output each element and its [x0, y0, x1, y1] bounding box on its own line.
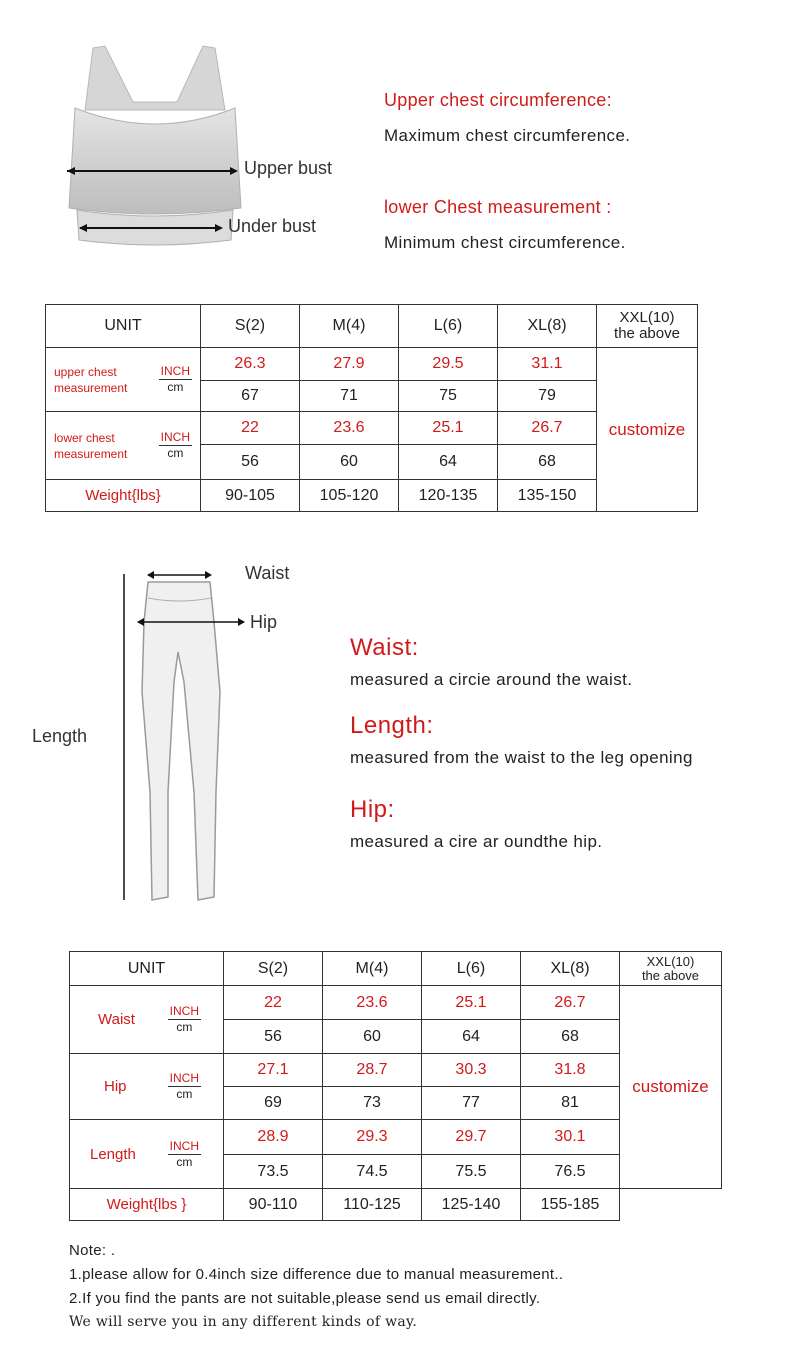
weight-s: 90-110 — [224, 1189, 323, 1221]
waist-inch-m: 23.6 — [323, 986, 422, 1020]
inch-unit: INCH — [160, 364, 190, 378]
waist-row-label — [70, 986, 224, 1054]
xxl-line2: the above — [641, 967, 700, 983]
customize-cell: customize — [597, 348, 698, 512]
inch-unit: INCH — [160, 430, 190, 444]
hip-inch-m: 28.7 — [323, 1054, 422, 1087]
hip-desc: measured a cire ar oundthe hip. — [350, 832, 603, 851]
weight-l: 125-140 — [422, 1189, 521, 1221]
upper-cm-m: 71 — [300, 381, 399, 412]
xxl-line1: XXL(10) — [619, 309, 675, 326]
inch-unit: INCH — [169, 1138, 199, 1153]
bra-size-table — [45, 304, 698, 512]
upper-inch-s: 26.3 — [201, 348, 300, 381]
length-cm-xl: 76.5 — [521, 1155, 620, 1189]
upper-cm-xl: 79 — [498, 381, 597, 412]
lower-chest-title: lower Chest measurement : — [384, 197, 612, 217]
length-cm-l: 75.5 — [422, 1155, 521, 1189]
length-row-label — [70, 1120, 224, 1189]
weight-xl: 155-185 — [521, 1189, 620, 1221]
lower-inch-m: 23.6 — [300, 412, 399, 445]
length-desc: measured from the waist to the leg opening — [350, 748, 693, 767]
lower-inch-xl: 26.7 — [498, 412, 597, 445]
length-inch-s: 28.9 — [224, 1120, 323, 1155]
upper-cm-l: 75 — [399, 381, 498, 412]
hip-cm-m: 73 — [323, 1087, 422, 1120]
lower-cm-l: 64 — [399, 445, 498, 480]
note-line-2: 2.If you find the pants are not suitable,please send us email directly. — [69, 1290, 541, 1307]
note-title: Note: . — [69, 1242, 116, 1259]
length-label: Length — [32, 726, 88, 746]
header-xxl — [620, 952, 722, 986]
length-inch-l: 29.7 — [422, 1120, 521, 1155]
waist-inch-l: 25.1 — [422, 986, 521, 1020]
waist-label: Waist — [245, 563, 290, 583]
inch-unit: INCH — [169, 1004, 199, 1018]
weight-m: 110-125 — [323, 1189, 422, 1221]
upper-inch-m: 27.9 — [300, 348, 399, 381]
waist-cm-xl: 68 — [521, 1020, 620, 1054]
header-m: M(4) — [300, 305, 399, 348]
hip-cm-l: 77 — [422, 1087, 521, 1120]
waist-cm-m: 60 — [323, 1020, 422, 1054]
upper-chest-title: Upper chest circumference: — [384, 90, 612, 110]
leggings-illustration — [118, 562, 248, 907]
xxl-line2: the above — [614, 325, 680, 342]
header-l: L(6) — [399, 305, 498, 348]
cm-unit: cm — [167, 446, 184, 460]
upper-label-line2: measurement — [54, 380, 128, 395]
lower-inch-s: 22 — [201, 412, 300, 445]
hip-row-text: Hip — [104, 1078, 127, 1095]
length-title: Length: — [350, 712, 434, 739]
cm-unit: cm — [167, 380, 184, 394]
inch-unit: INCH — [169, 1071, 199, 1085]
hip-row-label — [70, 1054, 224, 1120]
upper-chest-row-label — [46, 348, 201, 412]
lower-label-line2: measurement — [54, 446, 128, 461]
header-xxl — [597, 305, 698, 348]
pants-size-table — [69, 951, 722, 1221]
weight-s: 90-105 — [201, 480, 300, 512]
upper-chest-desc: Maximum chest circumference. — [384, 126, 631, 145]
cm-unit: cm — [176, 1087, 193, 1101]
upper-inch-l: 29.5 — [399, 348, 498, 381]
under-bust-label: Under bust — [228, 216, 317, 236]
length-inch-xl: 30.1 — [521, 1120, 620, 1155]
length-cm-m: 74.5 — [323, 1155, 422, 1189]
weight-xl: 135-150 — [498, 480, 597, 512]
note-line-3: We will serve you in any different kinds of way. — [69, 1314, 418, 1330]
waist-inch-xl: 26.7 — [521, 986, 620, 1020]
header-xl: XL(8) — [521, 952, 620, 986]
hip-inch-xl: 31.8 — [521, 1054, 620, 1087]
weight-l: 120-135 — [399, 480, 498, 512]
cm-unit: cm — [176, 1020, 193, 1034]
weight-m: 105-120 — [300, 480, 399, 512]
header-s: S(2) — [224, 952, 323, 986]
header-xl: XL(8) — [498, 305, 597, 348]
waist-cm-l: 64 — [422, 1020, 521, 1054]
hip-cm-xl: 81 — [521, 1087, 620, 1120]
lower-chest-row-label — [46, 412, 201, 480]
waist-inch-s: 22 — [224, 986, 323, 1020]
lower-cm-s: 56 — [201, 445, 300, 480]
header-s: S(2) — [201, 305, 300, 348]
header-unit: UNIT — [70, 952, 224, 986]
hip-inch-l: 30.3 — [422, 1054, 521, 1087]
lower-cm-xl: 68 — [498, 445, 597, 480]
weight-label: Weight{lbs } — [70, 1189, 224, 1221]
hip-label: Hip — [250, 612, 278, 632]
sports-bra-illustration — [55, 40, 255, 255]
lower-chest-desc: Minimum chest circumference. — [384, 233, 626, 252]
header-l: L(6) — [422, 952, 521, 986]
lower-cm-m: 60 — [300, 445, 399, 480]
note-line-1: 1.please allow for 0.4inch size difference due to manual measurement.. — [69, 1266, 564, 1283]
length-inch-m: 29.3 — [323, 1120, 422, 1155]
length-cm-s: 73.5 — [224, 1155, 323, 1189]
upper-label-line1: upper chest — [54, 364, 117, 379]
upper-inch-xl: 31.1 — [498, 348, 597, 381]
waist-row-text: Waist — [98, 1011, 135, 1028]
upper-bust-label: Upper bust — [244, 158, 333, 178]
waist-title: Waist: — [350, 634, 419, 661]
cm-unit: cm — [176, 1154, 193, 1169]
lower-inch-l: 25.1 — [399, 412, 498, 445]
hip-inch-s: 27.1 — [224, 1054, 323, 1087]
waist-cm-s: 56 — [224, 1020, 323, 1054]
weight-label: Weight{lbs} — [46, 480, 201, 512]
lower-label-line1: lower chest — [54, 430, 115, 445]
hip-cm-s: 69 — [224, 1087, 323, 1120]
header-m: M(4) — [323, 952, 422, 986]
hip-title: Hip: — [350, 796, 395, 823]
header-unit: UNIT — [46, 305, 201, 348]
length-row-text: Length — [90, 1145, 136, 1163]
upper-cm-s: 67 — [201, 381, 300, 412]
xxl-line1: XXL(10) — [646, 953, 695, 969]
customize-cell: customize — [620, 986, 722, 1189]
waist-desc: measured a circie around the waist. — [350, 670, 633, 689]
